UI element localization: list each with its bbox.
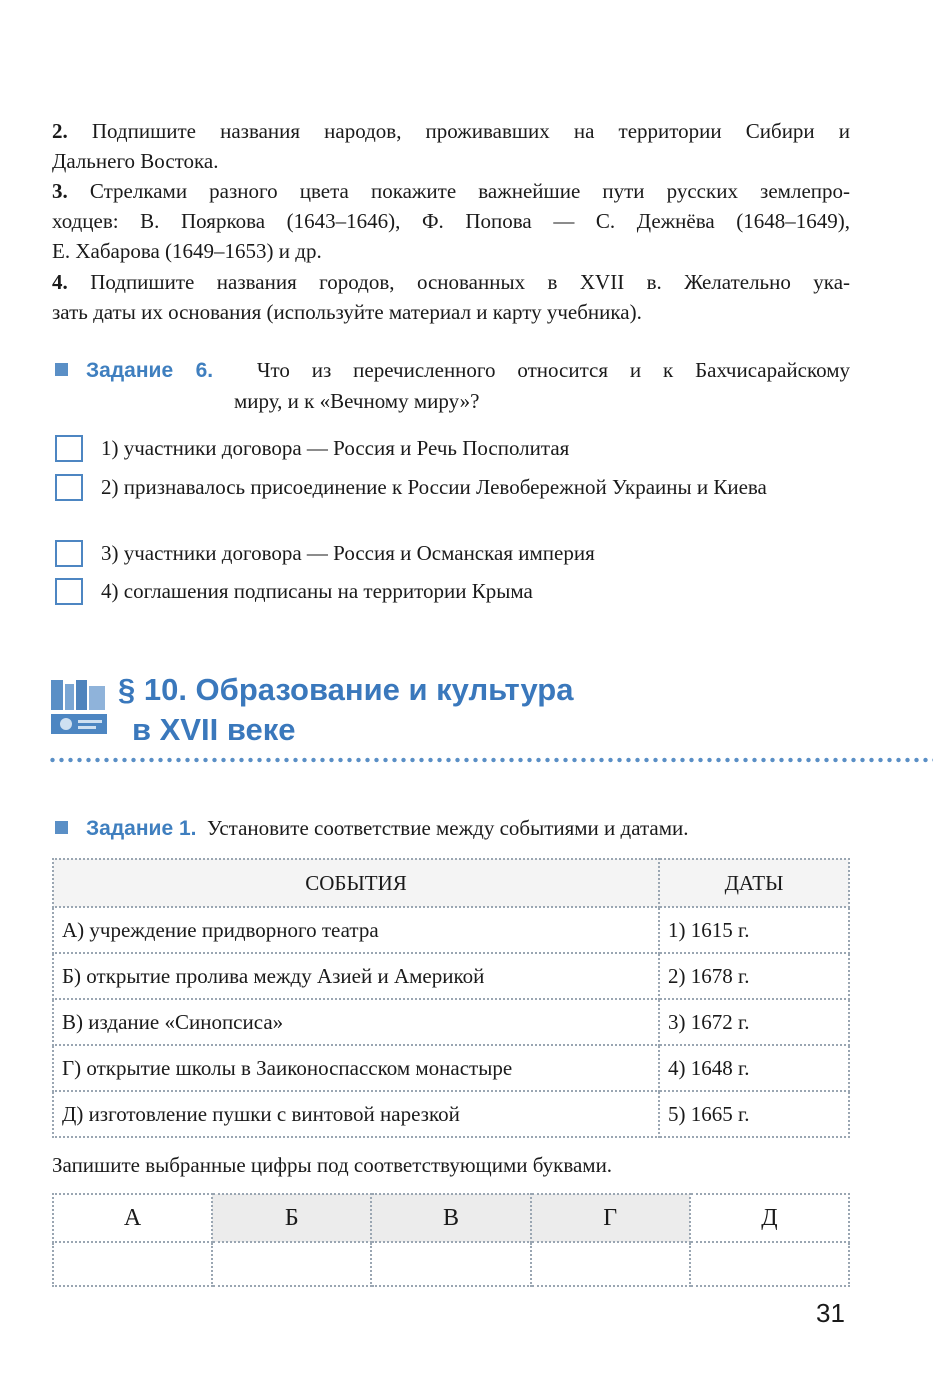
event-cell: А) учреждение придворного театра (53, 907, 659, 953)
table-row (53, 999, 849, 1045)
task-text: Что из перечисленного относится и к Бахчисарайскому (256, 358, 851, 382)
date-cell: 3) 1672 г. (659, 999, 849, 1045)
answer-input-cell[interactable] (371, 1242, 530, 1286)
point-number: 4. (52, 270, 68, 294)
option-text: 1) участники договора — Россия и Речь Посполитая (101, 436, 570, 460)
table-row (53, 907, 849, 953)
answer-table (52, 1193, 850, 1287)
event-cell: Д) изготовление пушки с винтовой нарезкой (53, 1091, 659, 1137)
answer-input-cell[interactable] (690, 1242, 849, 1286)
point-text: Подпишите названия городов, основанных в XVII в. Желательно ука- (90, 270, 851, 294)
column-header-events: СОБЫТИЯ (53, 859, 659, 907)
answer-input-row (53, 1242, 849, 1286)
date-cell: 1) 1615 г. (659, 907, 849, 953)
answer-input-cell[interactable] (53, 1242, 212, 1286)
instruction-text: Запишите выбранные цифры под соответствующими буквами. (52, 1153, 613, 1177)
section-title-line: § 10. Образование и культура (118, 672, 574, 707)
task-label: Задание 6. (86, 359, 214, 382)
answer-letter: Д (690, 1194, 849, 1242)
task-1-heading (55, 813, 850, 844)
matching-table (52, 858, 850, 1138)
point-text: ходцев: В. Пояркова (1643–1646), Ф. Попова — С. Дежнёва (1648–1649), (52, 209, 850, 233)
point-2 (52, 116, 850, 176)
square-marker-icon (55, 363, 68, 376)
answer-input-cell[interactable] (212, 1242, 371, 1286)
point-4 (52, 267, 850, 327)
table-row (53, 953, 849, 999)
option-text: 2) признавалось присоединение к России Левобережной Украины и Киева (101, 475, 767, 499)
point-text: зать даты их основания (используйте материал и карту учебника). (52, 300, 642, 324)
answer-letter: В (371, 1194, 530, 1242)
point-3 (52, 176, 850, 266)
option-text: 3) участники договора — Россия и Османская империя (101, 541, 595, 565)
section-title (118, 670, 573, 750)
table-row (53, 1091, 849, 1137)
section-title-line: в XVII веке (132, 712, 296, 747)
answer-letter: Г (531, 1194, 690, 1242)
event-cell: Г) открытие школы в Заиконоспасском монастыре (53, 1045, 659, 1091)
square-marker-icon (55, 821, 68, 834)
column-header-dates: ДАТЫ (659, 859, 849, 907)
answer-checkbox[interactable] (55, 435, 83, 462)
answer-input-cell[interactable] (531, 1242, 690, 1286)
page-number: 31 (816, 1298, 845, 1328)
point-text: Подпишите названия народов, проживавших на территории Сибири и (91, 119, 851, 143)
task-text: Установите соответствие между событиями и датами. (206, 816, 689, 840)
task-6-heading (55, 355, 850, 416)
point-number: 2. (52, 119, 68, 143)
point-text: Стрелками разного цвета покажите важнейшие пути русских землепро- (89, 179, 850, 203)
table-row (53, 1045, 849, 1091)
table-header-row (53, 859, 849, 907)
option-text: 4) соглашения подписаны на территории Крыма (101, 579, 533, 603)
date-cell: 2) 1678 г. (659, 953, 849, 999)
answer-checkbox[interactable] (55, 474, 83, 501)
answer-checkbox[interactable] (55, 540, 83, 567)
date-cell: 4) 1648 г. (659, 1045, 849, 1091)
point-number: 3. (52, 179, 68, 203)
event-cell: Б) открытие пролива между Азией и Америкой (53, 953, 659, 999)
answer-letter: А (53, 1194, 212, 1242)
date-cell: 5) 1665 г. (659, 1091, 849, 1137)
point-text: Е. Хабарова (1649–1653) и др. (52, 239, 322, 263)
option-2[interactable] (55, 472, 850, 532)
answer-checkbox[interactable] (55, 578, 83, 605)
answer-letter: Б (212, 1194, 371, 1242)
task-text: миру, и к «Вечному миру»? (234, 389, 480, 413)
books-icon (50, 678, 108, 736)
event-cell: В) издание «Синопсиса» (53, 999, 659, 1045)
point-text: Дальнего Востока. (52, 149, 219, 173)
dotted-divider (48, 757, 933, 763)
task-label: Задание 1. (86, 817, 197, 840)
answer-header-row (53, 1194, 849, 1242)
